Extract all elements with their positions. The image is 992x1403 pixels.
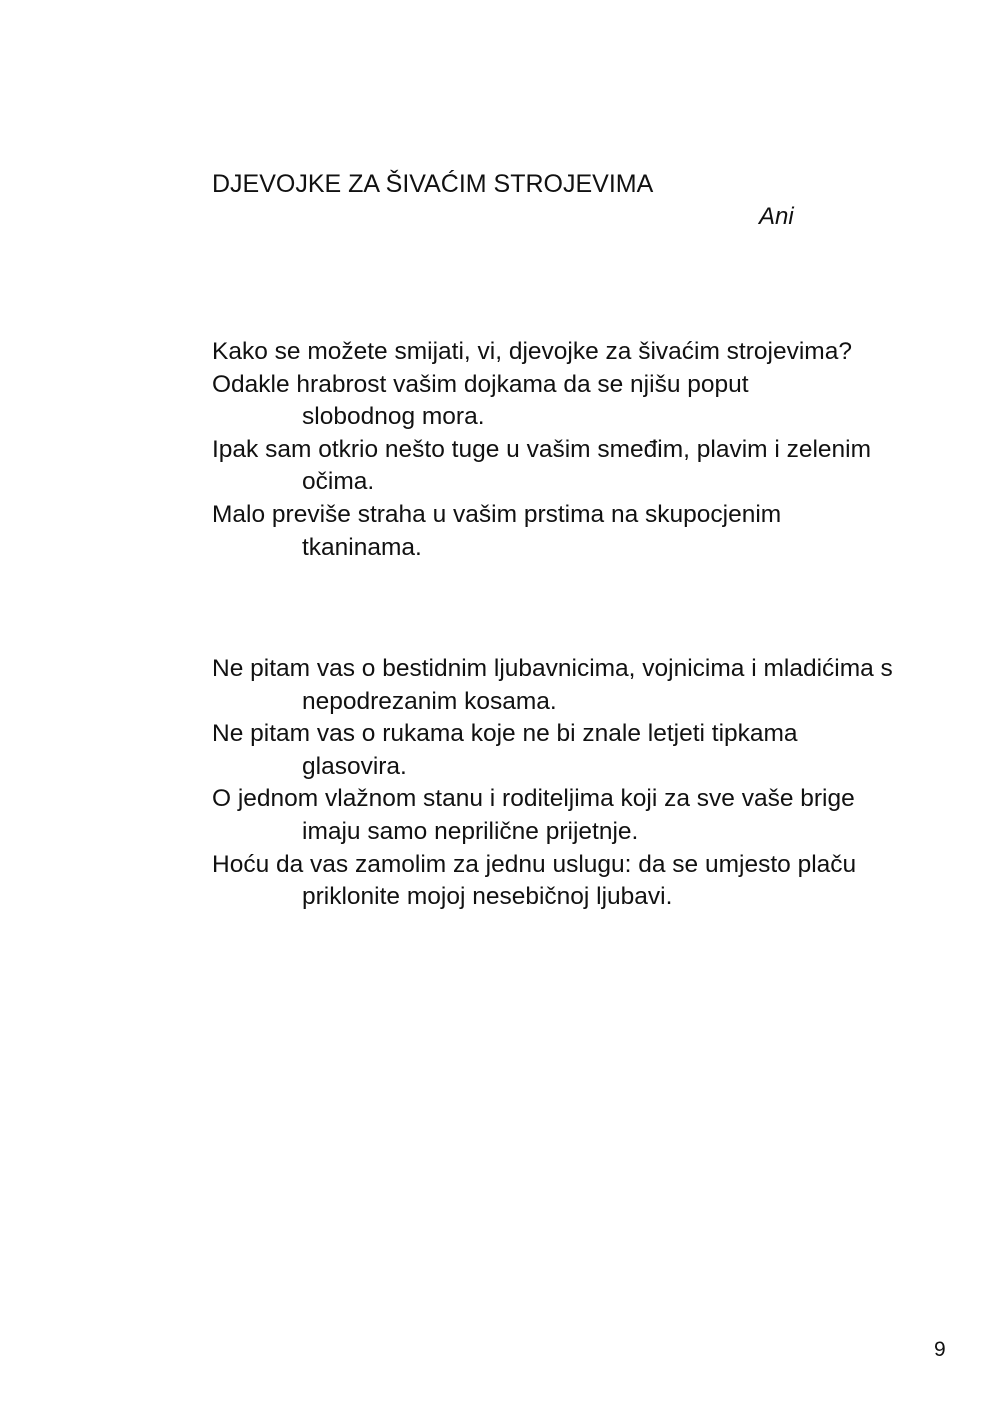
verse: Ipak sam otkrio nešto tuge u vašim smeđim, plavim i zelenim očima. [212, 435, 872, 496]
poem-title: DJEVOJKE ZA ŠIVAĆIM STROJEVIMA [212, 170, 654, 198]
verse: Malo previše straha u vašim prstima na skupocjenim tkaninama. [212, 500, 782, 561]
poem-dedication: Ani [759, 203, 794, 230]
verse: Hoću da vas zamolim za jednu uslugu: da se umjesto plaču priklonite mojoj nesebičnoj ljubavi. [212, 850, 857, 911]
verse: Ne pitam vas o bestidnim ljubavnicima, vojnicima i mladićima s nepodrezanim kosama. [212, 655, 893, 715]
stanza-1 [212, 336, 872, 564]
verse: O jednom vlažnom stanu i roditeljima koji za sve vaše brige imaju samo neprilične prijetnje. [212, 785, 855, 845]
verse: Ne pitam vas o rukama koje ne bi znale letjeti tipkama glasovira. [212, 720, 798, 780]
stanza-2 [212, 653, 893, 914]
verse: Kako se možete smijati, vi, djevojke za šivaćim strojevima? [212, 338, 852, 365]
verse: Odakle hrabrost vašim dojkama da se njišu poput slobodnog mora. [212, 370, 749, 431]
page-number: 9 [934, 1338, 946, 1361]
